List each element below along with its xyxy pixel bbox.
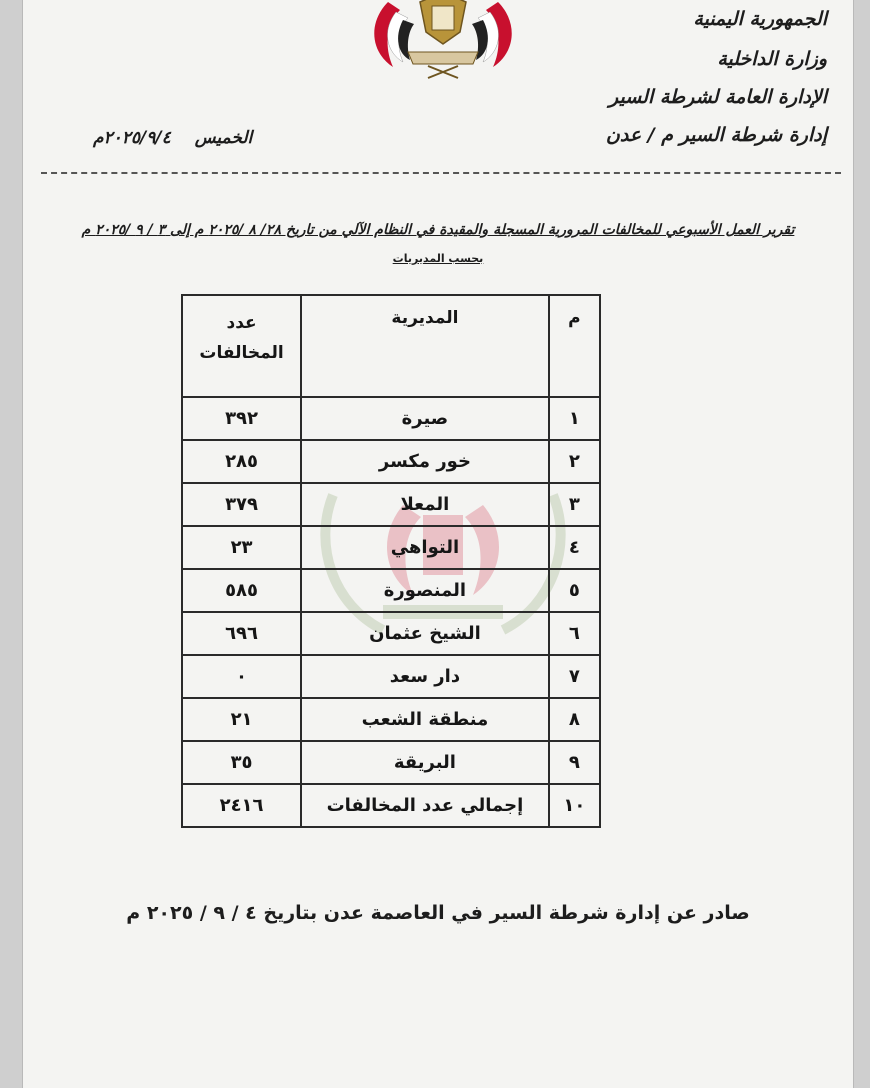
report-title: تقرير العمل الأسبوعي للمخالفات المرورية المسجلة والمقيدة في النظام الآلي من تاريخ ٢٨/ ٨ /٢٠٢٥ م إلى ٣ / ٩ /٢٠٢٥ م [81,222,795,238]
row-count: ٣٩٢ [182,397,301,440]
violations-table [181,294,601,828]
table-row [182,655,600,698]
row-count: ٢٤١٦ [182,784,301,827]
row-num: ٤ [549,526,600,569]
row-district: الشيخ عثمان [301,612,549,655]
date-day: الخميس [194,128,253,148]
row-district: البريقة [301,741,549,784]
row-count: ٠ [182,655,301,698]
row-district: المنصورة [301,569,549,612]
dashed-divider [41,172,841,174]
row-num: ٦ [549,612,600,655]
header-aden-directorate: إدارة شرطة السير م / عدن [605,124,827,146]
yemen-emblem-icon [348,0,538,92]
row-district: صيرة [301,397,549,440]
row-district: دار سعد [301,655,549,698]
table-row [182,397,600,440]
table-row [182,569,600,612]
date-value: ٢٠٢٥/٩/٤م [93,128,171,148]
row-num: ٢ [549,440,600,483]
document-page [22,0,854,1088]
row-count: ٥٨٥ [182,569,301,612]
row-num: ٩ [549,741,600,784]
row-count: ٢٣ [182,526,301,569]
row-num: ١٠ [549,784,600,827]
row-district: خور مكسر [301,440,549,483]
table-row [182,483,600,526]
row-num: ٧ [549,655,600,698]
table-header-row [182,295,600,397]
header-district: المديرية [301,295,549,397]
header-count-line1: عدد [226,313,257,333]
row-district: إجمالي عدد المخالفات [301,784,549,827]
row-num: ٨ [549,698,600,741]
header-count-line2: المخالفات [199,343,284,363]
header-general-directorate: الإدارة العامة لشرطة السير [609,86,827,108]
table-row [182,526,600,569]
table-row [182,741,600,784]
row-district: التواهي [301,526,549,569]
row-count: ٢١ [182,698,301,741]
report-subtitle: بحسب المديريات [392,252,484,265]
header-count [182,295,301,397]
document-date [93,128,252,148]
row-district: المعلا [301,483,549,526]
header-ministry: وزارة الداخلية [717,48,827,70]
header-republic: الجمهورية اليمنية [693,8,827,30]
row-count: ٢٨٥ [182,440,301,483]
row-count: ٦٩٦ [182,612,301,655]
table-row [182,698,600,741]
row-district: منطقة الشعب [301,698,549,741]
row-count: ٣٧٩ [182,483,301,526]
row-num: ٣ [549,483,600,526]
row-num: ١ [549,397,600,440]
table-row [182,440,600,483]
row-num: ٥ [549,569,600,612]
table-row [182,612,600,655]
header-num: م [549,295,600,397]
footer-issued-statement: صادر عن إدارة شرطة السير في العاصمة عدن بتاريخ ٤ / ٩ / ٢٠٢٥ م [126,902,750,924]
row-count: ٣٥ [182,741,301,784]
table-total-row [182,784,600,827]
